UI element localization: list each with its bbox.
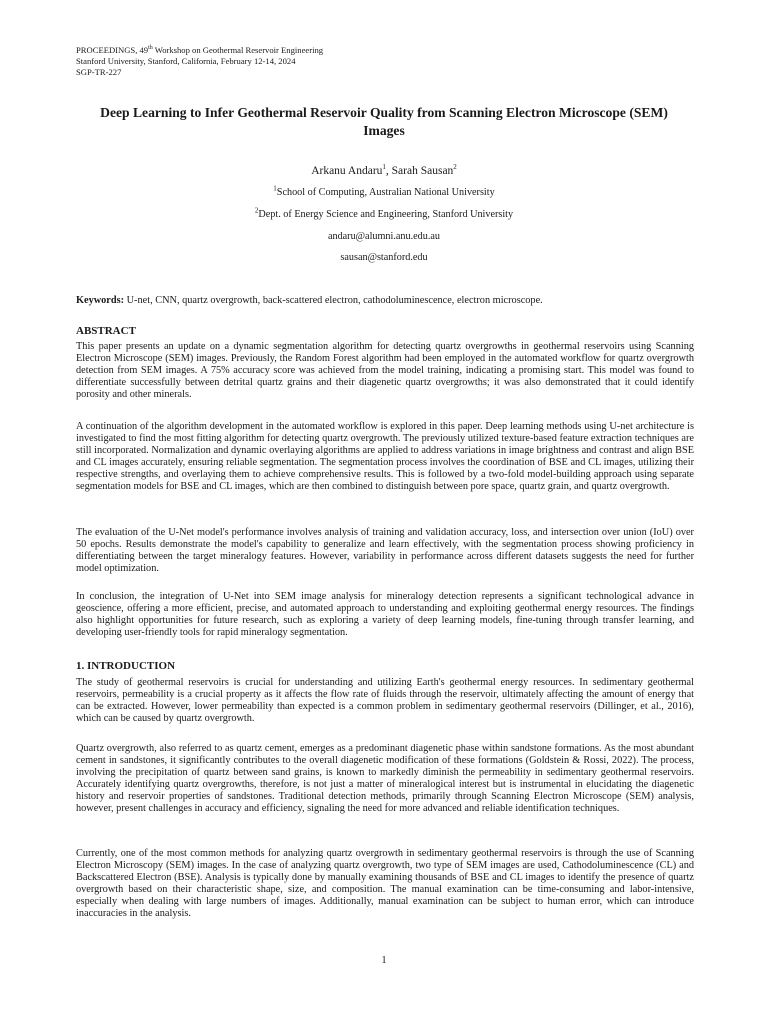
abstract-heading: ABSTRACT	[76, 325, 136, 337]
paper-title: Deep Learning to Infer Geothermal Reservoir Quality from Scanning Electron Microscope (SEM) Images	[100, 105, 668, 138]
keywords	[76, 295, 694, 307]
abstract-paragraph: This paper presents an update on a dynamic segmentation algorithm for detecting quartz overgrowths in geothermal reservoirs using Scanning Electron Microscope (SEM) images. Previously, the Random Forest algorithm had been employed in the automated workflow for quartz overgrowth detection from SEM images. A 75% accuracy score was achieved from the model training, indicating a promising start. This model was found to differentiate successfully between detrital quartz grains and their diagenetic quartz overgrowths; it was also demonstrated that it could identify porosity and other minerals.	[76, 341, 694, 401]
email-1: andaru@alumni.anu.edu.au	[327, 231, 441, 242]
author-1: Arkanu Andaru	[311, 165, 383, 177]
header-line-2: Stanford University, Stanford, California, February 12-14, 2024	[76, 56, 296, 66]
author-list: Arkanu Andaru$^1$, Sarah Sausan$^2$	[311, 163, 457, 177]
keywords-label: Keywords:	[76, 295, 125, 306]
introduction-paragraph: The study of geothermal reservoirs is crucial for understanding and utilizing Earth's geothermal energy resources. In sedimentary geothermal reservoirs, permeability is a crucial property as it affects the flow rate of fluids through the reservoir, ultimately affecting the amount of energy that can be extracted. However, lower permeability than expected is a common problem in sedimentary geothermal reservoirs (Dillinger, et al., 2016), which can be caused by quartz overgrowth.	[76, 677, 694, 725]
affiliation-1: $^1$School of Computing, Australian National University	[273, 184, 495, 198]
keywords-text: U-net, CNN, quartz overgrowth, back-scattered electron, cathodoluminescence, electron microscope.	[124, 295, 543, 306]
email-2: sausan@stanford.edu	[340, 252, 428, 263]
author-2: Sarah Sausan	[391, 165, 454, 177]
abstract-paragraph: A continuation of the algorithm development in the automated workflow is explored in this paper. Deep learning methods using U-net architecture is investigated to find the most fitting algorithm for detecting quartz overgrowth. The previously utilized texture-based feature extraction techniques are still incorporated. Normalization and dynamic overlaying algorithms are applied to address variations in image brightness and contrast and align BSE and CL images accurately, ensuring reliable segmentation. The segmentation process involves the coordination of BSE and CL images, utilizing their respective strengths, and overlaying them to achieve comprehensive results. This is followed by a two-fold model-building approach using separate segmentation models for BSE and CL images, which are then combined to distinguish between pore space, quartz grain, and quartz overgrowth.	[76, 421, 694, 493]
abstract-paragraph: In conclusion, the integration of U-Net into SEM image analysis for mineralogy detection represents a significant technological advance in geoscience, offering a more efficient, precise, and automated approach to understanding and exploiting geothermal energy resources. The findings also highlight opportunities for future research, such as exploring a variety of deep learning models, fine-tuning through transfer learning, and developing user-friendly tools for rapid mineralogy segmentation.	[76, 591, 694, 639]
introduction-paragraph: Currently, one of the most common methods for analyzing quartz overgrowth in sedimentary geothermal reservoirs is through the use of Scanning Electron Microscopy (SEM) images. In the case of analyzing quartz overgrowth, two type of SEM images are used, Cathodoluminescence (CL) and Backscattered Electron (BSE). Analysis is typically done by manually examining thousands of BSE and CL images to identify the presence of quartz overgrowth based on their characteristic shape, size, and composition. The manual examination can be time-consuming and labor-intensive, especially when dealing with large numbers of images. Additionally, manual examination can be subject to human error, which can introduce inaccuracies in the analysis.	[76, 848, 694, 920]
proceedings-header	[76, 45, 323, 78]
header-line-1: PROCEEDINGS, 49th Workshop on Geothermal Reservoir Engineering	[76, 45, 324, 55]
affiliation-2: $^2$Dept. of Energy Science and Engineering, Stanford University	[254, 206, 514, 220]
header-line-3: SGP-TR-227	[76, 67, 122, 77]
introduction-heading: 1. INTRODUCTION	[76, 660, 176, 672]
introduction-paragraph: Quartz overgrowth, also referred to as quartz cement, emerges as a predominant diagenetic phase within sandstone formations. As the most abundant cement in sandstones, it significantly contributes to the overall diagenetic modification of these formations (Goldstein & Rossi, 2022). The process, involving the precipitation of quartz between sand grains, is known to markedly diminish the permeability in sedimentary geothermal reservoirs. Accurately identifying quartz overgrowths, therefore, is not just a matter of mineralogical interest but is instrumental in elucidating the diagenetic history and reservoir properties of sandstones. Traditional detection methods, primarily through Scanning Electron Microscope (SEM) analysis, however, present challenges in accuracy and efficiency, signaling the need for more advanced and reliable identification techniques.	[76, 743, 694, 815]
page-number: 1	[381, 955, 387, 966]
abstract-paragraph: The evaluation of the U-Net model's performance involves analysis of training and validation accuracy, loss, and intersection over union (IoU) over 50 epochs. Results demonstrate the model's capability to generalize and learn effectively, with the segmentation process showing proficiency in differentiating between the target mineralogy features. However, variability in performance across different datasets suggests the need for further model optimization.	[76, 527, 694, 575]
